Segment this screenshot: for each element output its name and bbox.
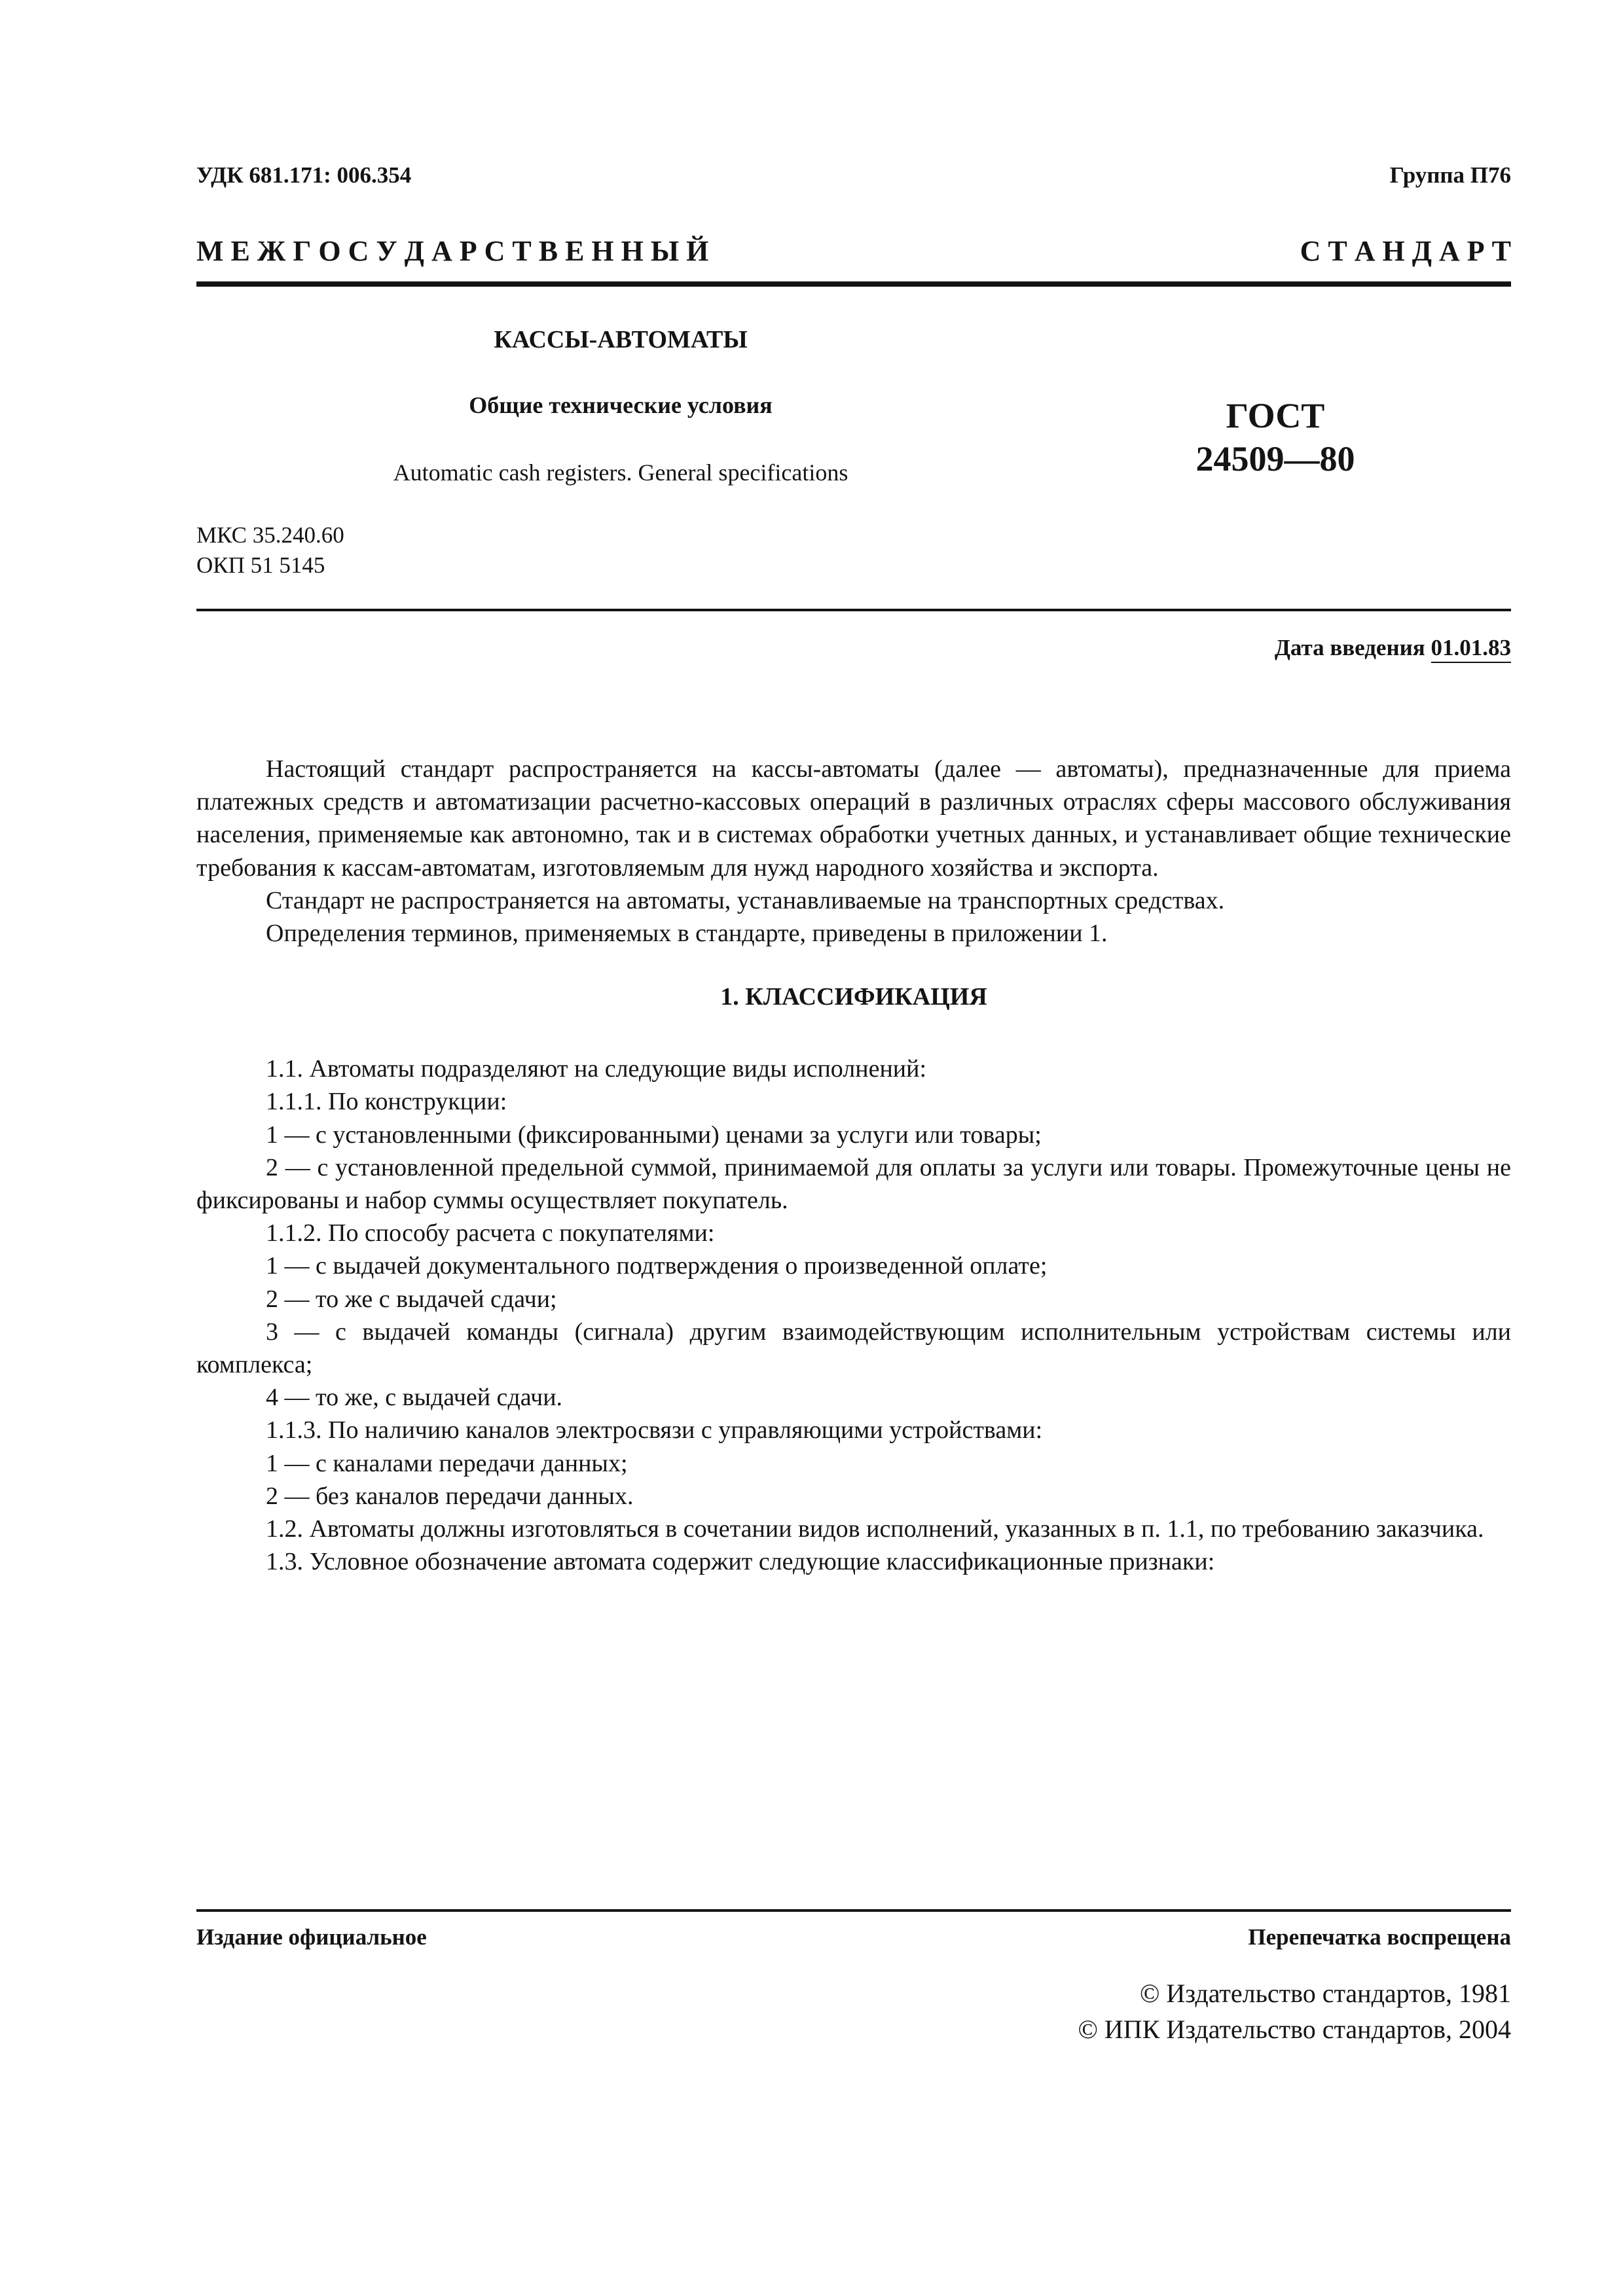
introduction-date bbox=[1275, 635, 1511, 661]
reprint-prohibited-note: Перепечатка воспрещена bbox=[1248, 1924, 1511, 1950]
copyright-line: © Издательство стандартов, 1981 bbox=[1139, 1979, 1511, 2008]
clause-paragraph: 1.1.3. По наличию каналов электросвязи с управляющими устройствами: bbox=[266, 1416, 1043, 1444]
preamble-paragraph: Определения терминов, применяемых в стандарте, приведены в приложении 1. bbox=[266, 920, 1108, 948]
clause-paragraph: 1 — с выдачей документального подтверждения о произведенной оплате; bbox=[266, 1252, 1048, 1280]
preamble-paragraph: Настоящий стандарт распространяется на кассы-автоматы (далее — автоматы), предназначенные для приема платежных средств и автоматизации расчетно-кассовых операций в различных отраслях сферы массового обслуживания населения, применяемые как автономно, так и в системах обработки учетных данных, и устанавливает общие технические требования к кассам-автоматам, изготовляемым для нужд народного хозяйства и экспорта. bbox=[196, 755, 1511, 882]
clause-paragraph: 1.3. Условное обозначение автомата содержит следующие классификационные признаки: bbox=[266, 1548, 1215, 1576]
document-subtitle: Общие технические условия bbox=[469, 392, 773, 418]
title-block-rule bbox=[196, 609, 1511, 611]
mks-code: МКС 35.240.60 bbox=[196, 522, 344, 548]
english-title: Automatic cash registers. General specifications bbox=[393, 459, 848, 486]
clause-paragraph: 2 — то же с выдачей сдачи; bbox=[266, 1285, 557, 1313]
clause-paragraph: 3 — с выдачей команды (сигнала) другим взаимодействующим исполнительным устройствам системы или комплекса; bbox=[196, 1318, 1511, 1379]
clause-paragraph: 1.1.2. По способу расчета с покупателями: bbox=[266, 1219, 715, 1247]
banner-word-interstate: М Е Ж Г О С У Д А Р С Т В Е Н Н Ы Й bbox=[196, 235, 709, 267]
preamble-paragraph: Стандарт не распространяется на автоматы, устанавливаемые на транспортных средствах. bbox=[266, 886, 1225, 914]
group-code: Группа П76 bbox=[1389, 162, 1511, 188]
udc-code: УДК 681.171: 006.354 bbox=[196, 162, 412, 188]
introduction-date-label: Дата введения bbox=[1274, 635, 1425, 660]
clause-paragraph: 1.2. Автоматы должны изготовляться в сочетании видов исполнений, указанных в п. 1.1, по требованию заказчика. bbox=[266, 1515, 1484, 1543]
classification-codes bbox=[196, 520, 344, 581]
clause-paragraph: 2 — с установленной предельной суммой, принимаемой для оплаты за услуги или товары. Промежуточные цены не фиксированы и набор суммы осуществляет покупатель. bbox=[196, 1153, 1511, 1215]
copyright-line: © ИПК Издательство стандартов, 2004 bbox=[1078, 2015, 1511, 2044]
gost-label: ГОСТ bbox=[1226, 396, 1325, 435]
okp-code: ОКП 51 5145 bbox=[196, 552, 325, 578]
banner-rule bbox=[196, 281, 1511, 287]
clause-paragraph: 1 — с установленными (фиксированными) ценами за услуги или товары; bbox=[266, 1121, 1042, 1149]
clause-paragraph: 1.1. Автоматы подразделяют на следующие виды исполнений: bbox=[266, 1055, 927, 1083]
clause-paragraph: 1 — с каналами передачи данных; bbox=[266, 1449, 628, 1477]
footer-rule bbox=[196, 1909, 1511, 1912]
standard-banner bbox=[196, 234, 1511, 268]
clause-paragraph: 2 — без каналов передачи данных. bbox=[266, 1482, 634, 1510]
clause-paragraph: 4 — то же, с выдачей сдачи. bbox=[266, 1384, 563, 1412]
introduction-date-value: 01.01.83 bbox=[1431, 635, 1512, 663]
gost-number: 24509—80 bbox=[1195, 439, 1355, 478]
official-edition-note: Издание официальное bbox=[196, 1924, 427, 1950]
banner-word-standard: С Т А Н Д А Р Т bbox=[1300, 235, 1511, 267]
gost-designation bbox=[1196, 394, 1355, 480]
document-title: КАССЫ-АВТОМАТЫ bbox=[494, 326, 748, 353]
clause-paragraph: 1.1.1. По конструкции: bbox=[266, 1088, 507, 1116]
document-body bbox=[196, 753, 1511, 1578]
section-heading: 1. КЛАССИФИКАЦИЯ bbox=[720, 983, 987, 1011]
